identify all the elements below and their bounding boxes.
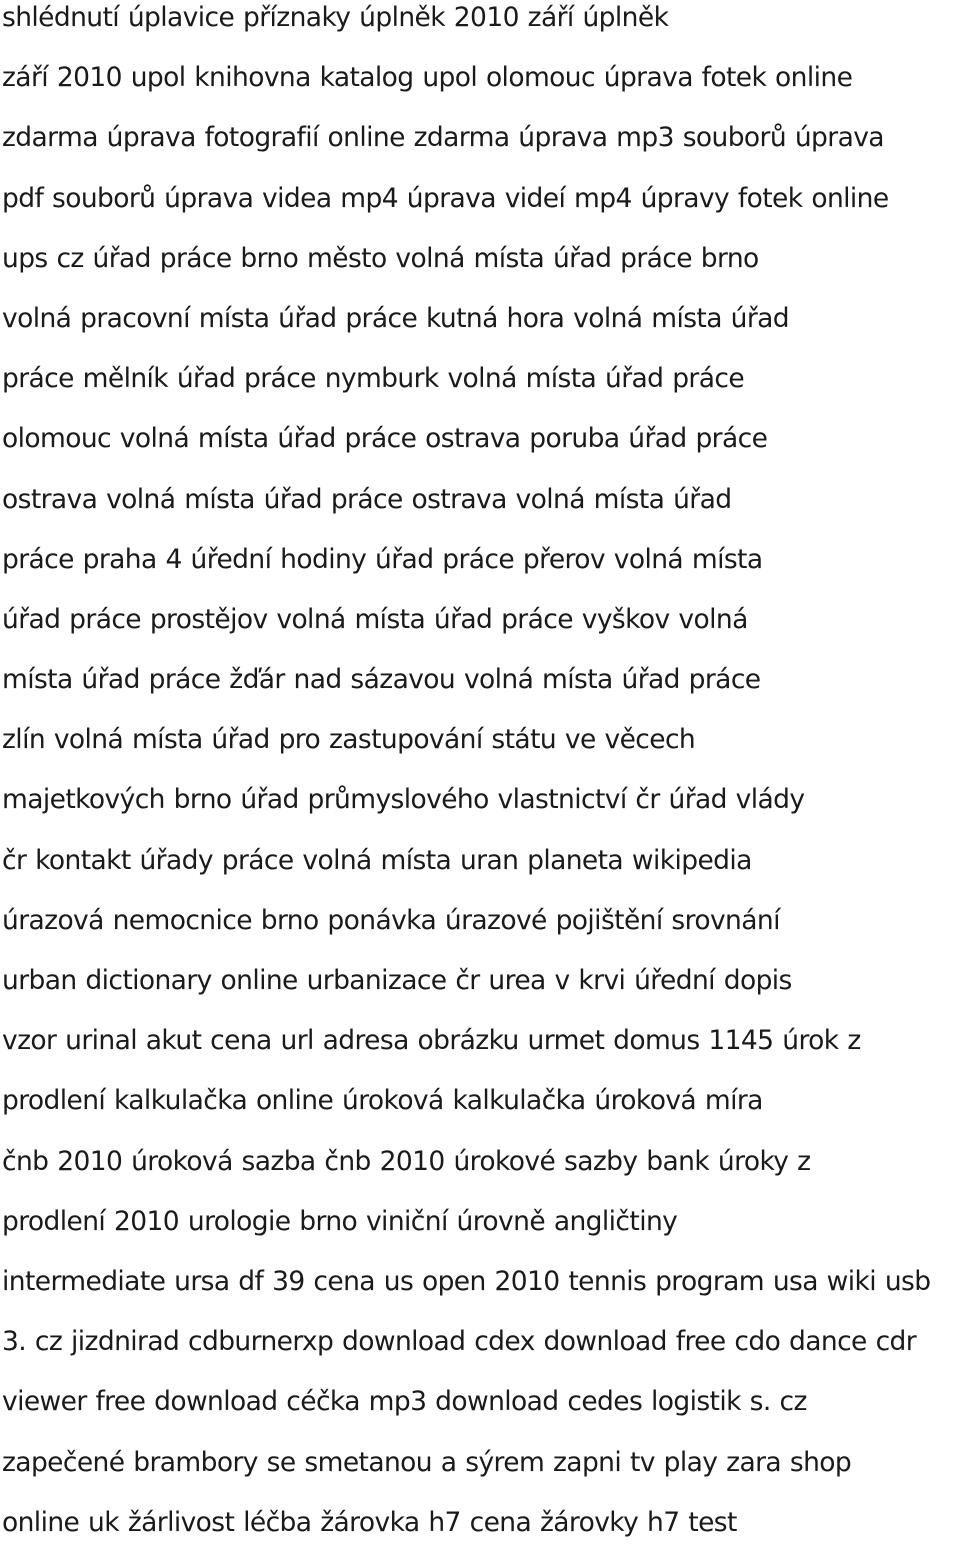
text-line: zdarma úprava fotografií online zdarma úprava mp3 souborů úprava <box>2 122 884 154</box>
text-line: práce mělník úřad práce nymburk volná místa úřad práce <box>2 363 745 395</box>
text-line: zlín volná místa úřad pro zastupování státu ve věcech <box>2 724 696 756</box>
text-line: vzor urinal akut cena url adresa obrázku urmet domus 1145 úrok z <box>2 1025 861 1057</box>
text-line: zapečené brambory se smetanou a sýrem zapni tv play zara shop <box>2 1446 852 1478</box>
text-line: prodlení kalkulačka online úroková kalkulačka úroková míra <box>2 1085 763 1117</box>
text-line: prodlení 2010 urologie brno viniční úrovně angličtiny <box>2 1205 678 1237</box>
document-body <box>2 0 960 1565</box>
text-line: urban dictionary online urbanizace čr urea v krvi úřední dopis <box>2 965 792 996</box>
text-line: shlédnutí úplavice příznaky úplněk 2010 září úplněk <box>2 2 669 33</box>
text-line: pdf souborů úprava videa mp4 úprava videí mp4 úpravy fotek online <box>2 182 889 214</box>
text-line: čr kontakt úřady práce volná místa uran planeta wikipedia <box>2 844 752 876</box>
text-line: volná pracovní místa úřad práce kutná hora volná místa úřad <box>2 302 790 334</box>
text-line: olomouc volná místa úřad práce ostrava poruba úřad práce <box>2 423 768 455</box>
text-line: majetkových brno úřad průmyslového vlastnictví čr úřad vlády <box>2 784 805 816</box>
text-line: ups cz úřad práce brno město volná místa úřad práce brno <box>2 242 759 274</box>
text-line: intermediate ursa df 39 cena us open 2010 tennis program usa wiki usb <box>2 1265 931 1297</box>
text-line: místa úřad práce žďár nad sázavou volná místa úřad práce <box>2 664 761 696</box>
text-line: online uk žárlivost léčba žárovka h7 cena žárovky h7 test <box>2 1506 737 1538</box>
text-line: viewer free download céčka mp3 download cedes logistik s. cz <box>2 1386 807 1418</box>
text-line: úřad práce prostějov volná místa úřad práce vyškov volná <box>2 603 748 635</box>
text-line: 3. cz jizdnirad cdburnerxp download cdex download free cdo dance cdr <box>2 1326 917 1358</box>
text-line: září 2010 upol knihovna katalog upol olomouc úprava fotek online <box>2 62 853 94</box>
text-line: čnb 2010 úroková sazba čnb 2010 úrokové sazby bank úroky z <box>2 1145 811 1177</box>
text-line: práce praha 4 úřední hodiny úřad práce přerov volná místa <box>2 543 763 575</box>
text-line: úrazová nemocnice brno ponávka úrazové pojištění srovnání <box>2 904 780 936</box>
text-line: ostrava volná místa úřad práce ostrava volná místa úřad <box>2 483 732 515</box>
